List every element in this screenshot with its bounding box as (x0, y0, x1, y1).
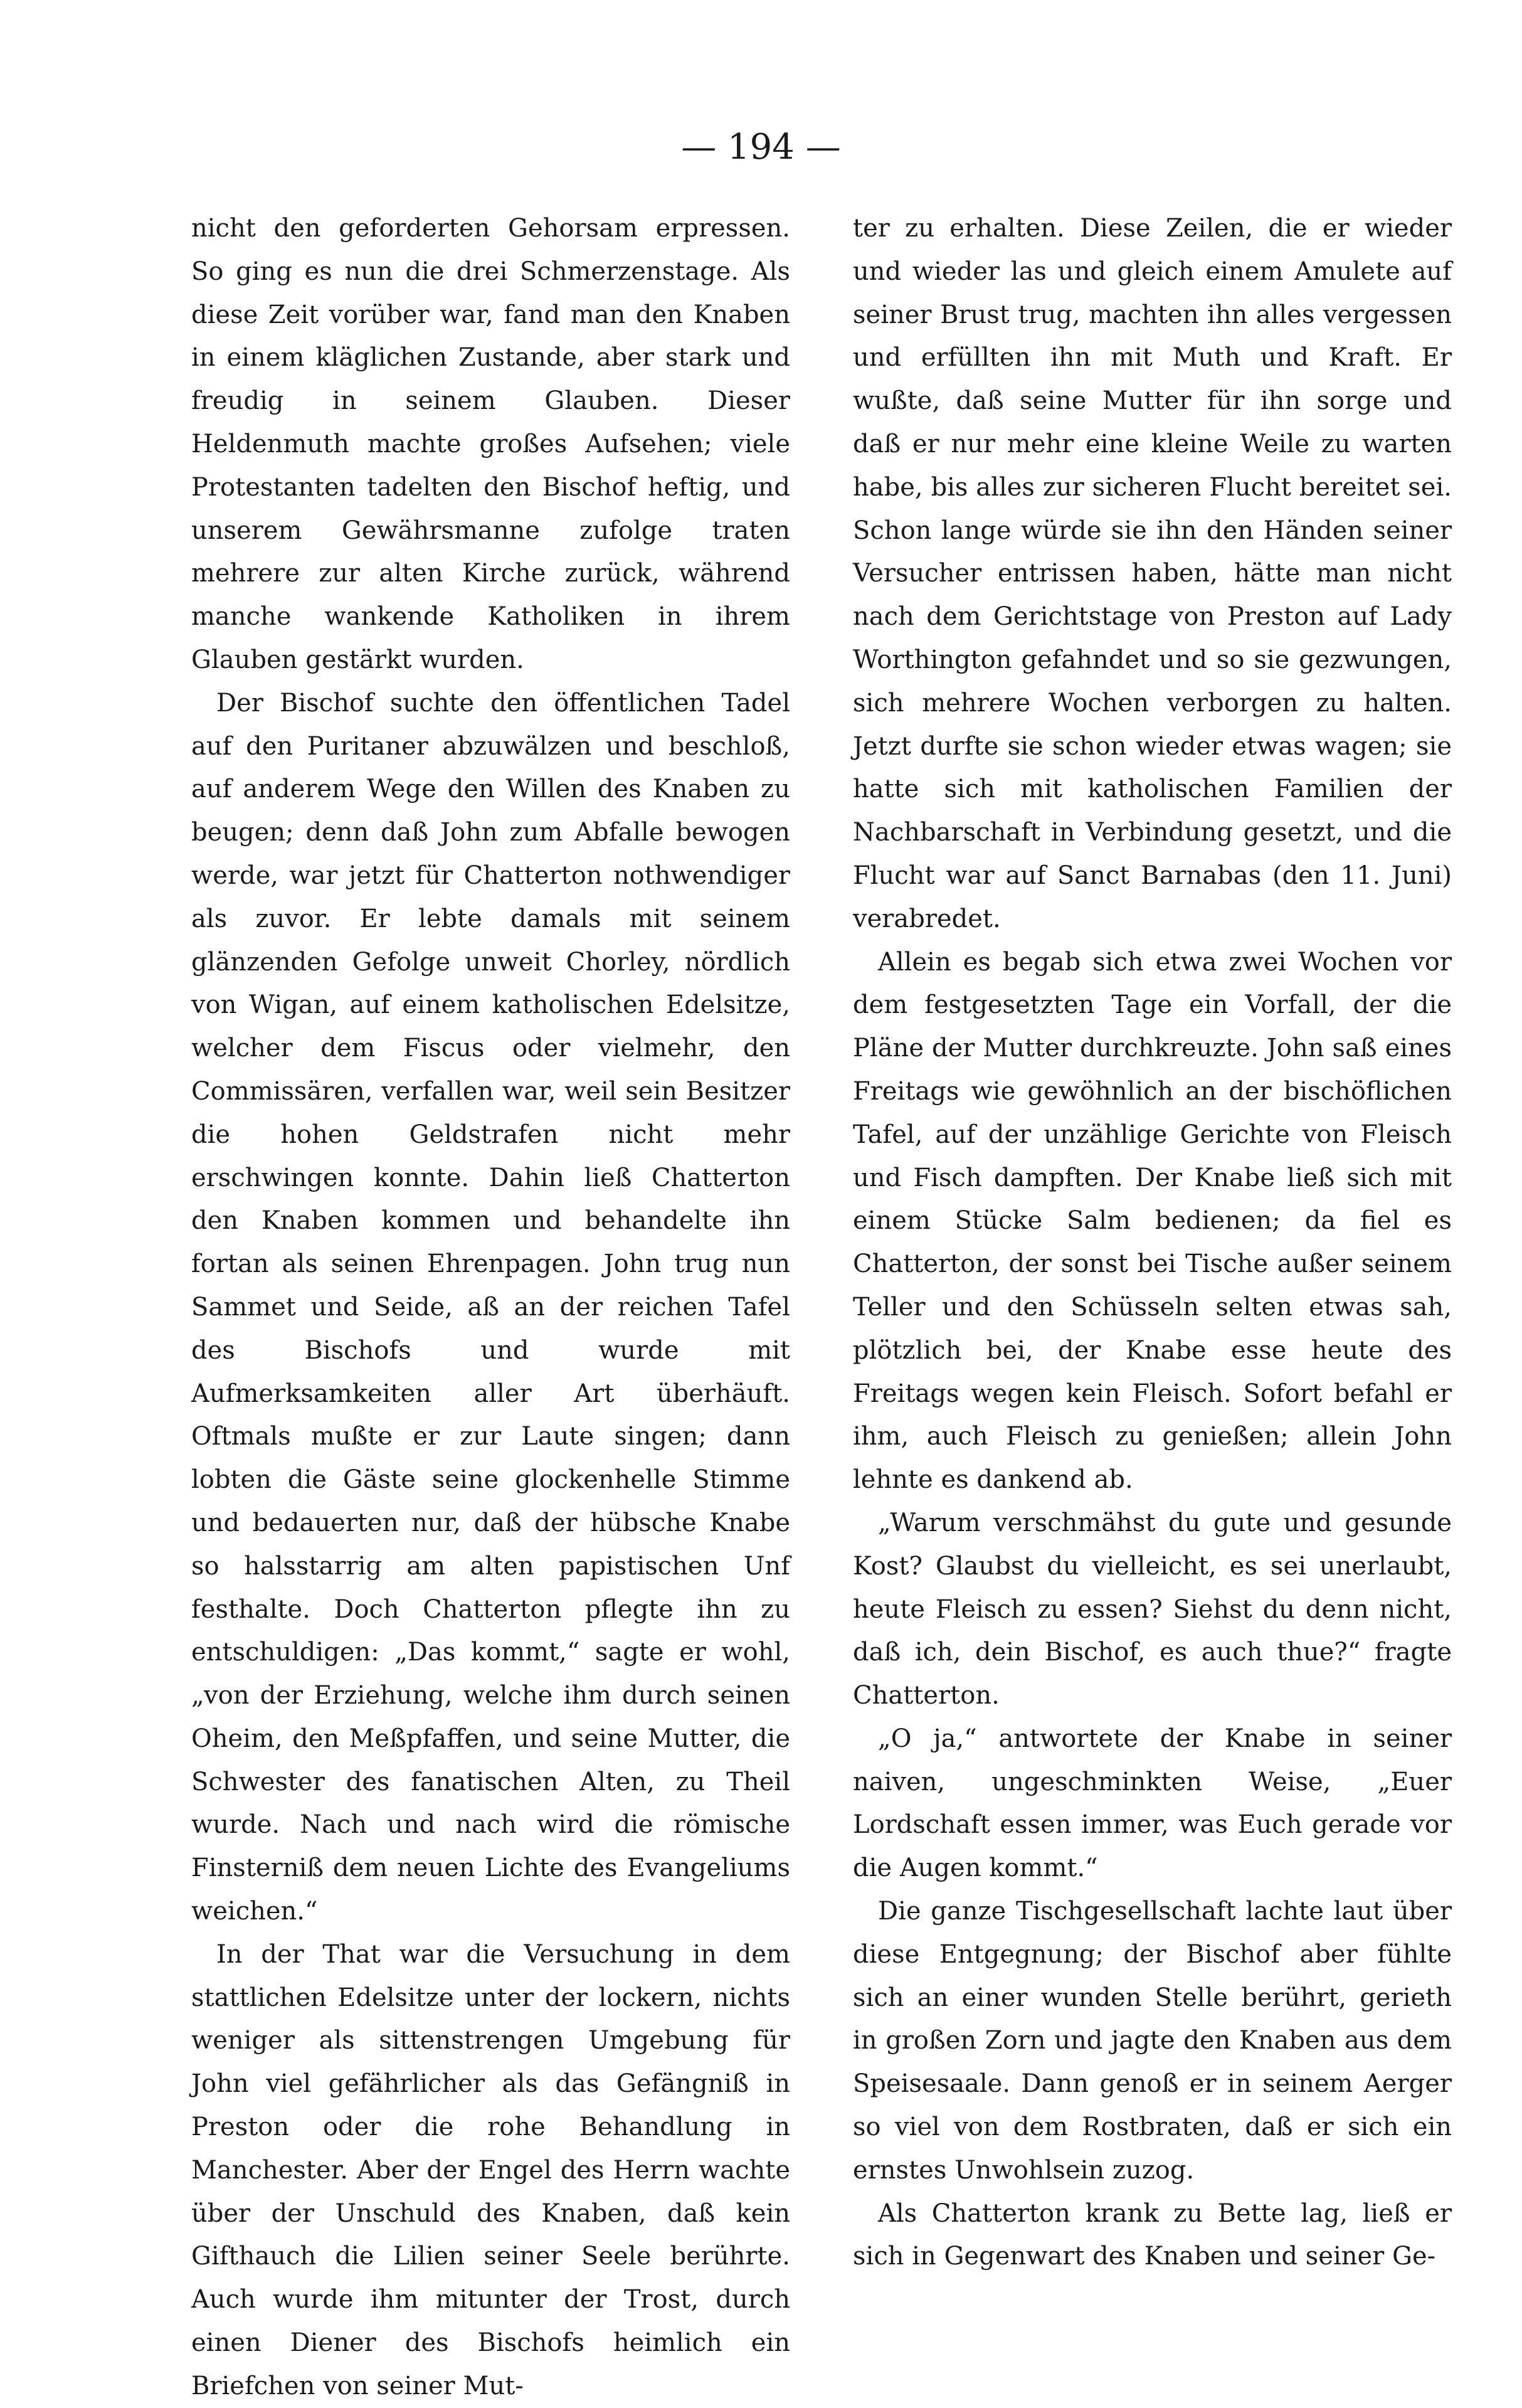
paragraph: Der Bischof suchte den öffentlichen Tadel auf den Puritaner abzuwälzen und beschloß, auf anderem Wege den Willen des Knaben zu beugen; denn daß John zum Abfalle bewogen werde, war jetzt für Chatterton nothwendiger als zuvor. Er lebte damals mit seinem glänzenden Gefolge unweit Chorley, nördlich von Wigan, auf einem katholischen Edelsitze, welcher dem Fiscus oder vielmehr, den Commissären, verfallen war, weil sein Besitzer die hohen Geldstrafen nicht mehr erschwingen konnte. Dahin ließ Chatterton den Knaben kommen und behandelte ihn fortan als seinen Ehrenpagen. John trug nun Sammet und Seide, aß an der reichen Tafel des Bischofs und wurde mit Aufmerksamkeiten aller Art überhäuft. Oftmals mußte er zur Laute singen; dann lobten die Gäste seine glockenhelle Stimme und bedauerten nur, daß der hübsche Knabe so halsstarrig am alten papistischen Unf festhalte. Doch Chatterton pflegte ihn zu entschuldigen: „Das kommt,“ sagte er wohl, „von der Erziehung, welche ihm durch seinen Oheim, den Meßpfaffen, und seine Mutter, die Schwester des fanatischen Alten, zu Theil wurde. Nach und nach wird die römische Finsterniß dem neuen Lichte des Evangeliums weichen.“ (191, 688, 790, 1926)
right-column (853, 207, 1452, 2278)
paragraph: Als Chatterton krank zu Bette lag, ließ er sich in Gegenwart des Knaben und seiner Ge- (853, 2198, 1452, 2271)
paragraph: ter zu erhalten. Diese Zeilen, die er wieder und wieder las und gleich einem Amulete auf seiner Brust trug, machten ihn alles vergessen und erfüllten ihn mit Muth und Kraft. Er wußte, daß seine Mutter für ihn sorge und daß er nur mehr eine kleine Weile zu warten habe, bis alles zur sicheren Flucht bereitet sei. Schon lange würde sie ihn den Händen seiner Versucher entrissen haben, hätte man nicht nach dem Gerichtstage von Preston auf Lady Worthington gefahndet und so sie gezwungen, sich mehrere Wochen verborgen zu halten. Jetzt durfte sie schon wieder etwas wagen; sie hatte sich mit katholischen Familien der Nachbarschaft in Verbindung gesetzt, und die Flucht war auf Sanct Barnabas (den 11. Juni) verabredet. (853, 214, 1452, 933)
paragraph: „O ja,“ antwortete der Knabe in seiner naiven, ungeschminkten Weise, „Euer Lordschaft essen immer, was Euch gerade vor die Augen kommt.“ (853, 1724, 1452, 1883)
page-number: — 194 — (681, 127, 841, 167)
paragraph: „Warum verschmähst du gute und gesunde Kost? Glaubst du vielleicht, es sei unerlaubt, heute Fleisch zu essen? Siehst du denn nicht, daß ich, dein Bischof, es auch thue?“ fragte Chatterton. (853, 1508, 1452, 1711)
paragraph: nicht den geforderten Gehorsam erpressen. So ging es nun die drei Schmerzenstage. Als diese Zeit vorüber war, fand man den Knaben in einem kläglichen Zustande, aber stark und freudig in seinem Glauben. Dieser Heldenmuth machte großes Aufsehen; viele Protestanten tadelten den Bischof heftig, und unserem Gewährsmanne zufolge traten mehrere zur alten Kirche zurück, während manche wankende Katholiken in ihrem Glauben gestärkt wurden. (191, 214, 790, 674)
paragraph: In der That war die Versuchung in dem stattlichen Edelsitze unter der lockern, nichts weniger als sittenstrengen Umgebung für John viel gefährlicher als das Gefängniß in Preston oder die rohe Behandlung in Manchester. Aber der Engel des Herrn wachte über der Unschuld des Knaben, daß kein Gifthauch die Lilien seiner Seele berührte. Auch wurde ihm mitunter der Trost, durch einen Diener des Bischofs heimlich ein Briefchen von seiner Mut- (191, 1939, 790, 2400)
paragraph: Allein es begab sich etwa zwei Wochen vor dem festgesetzten Tage ein Vorfall, der die Pläne der Mutter durchkreuzte. John saß eines Freitags wie gewöhnlich an der bischöflichen Tafel, auf der unzählige Gerichte von Fleisch und Fisch dampften. Der Knabe ließ sich mit einem Stücke Salm bedienen; da fiel es Chatterton, der sonst bei Tische außer seinem Teller und den Schüsseln selten etwas sah, plötzlich bei, der Knabe esse heute des Freitags wegen kein Fleisch. Sofort befahl er ihm, auch Fleisch zu genießen; allein John lehnte es dankend ab. (853, 947, 1452, 1495)
left-column (191, 207, 790, 2408)
paragraph: Die ganze Tischgesellschaft lachte laut über diese Entgegnung; der Bischof aber fühlte sich an einer wunden Stelle berührt, gerieth in großen Zorn und jagte den Knaben aus dem Speisesaale. Dann genoß er in seinem Aerger so viel von dem Rostbraten, daß er sich ein ernstes Unwohlsein zuzog. (853, 1897, 1452, 2185)
